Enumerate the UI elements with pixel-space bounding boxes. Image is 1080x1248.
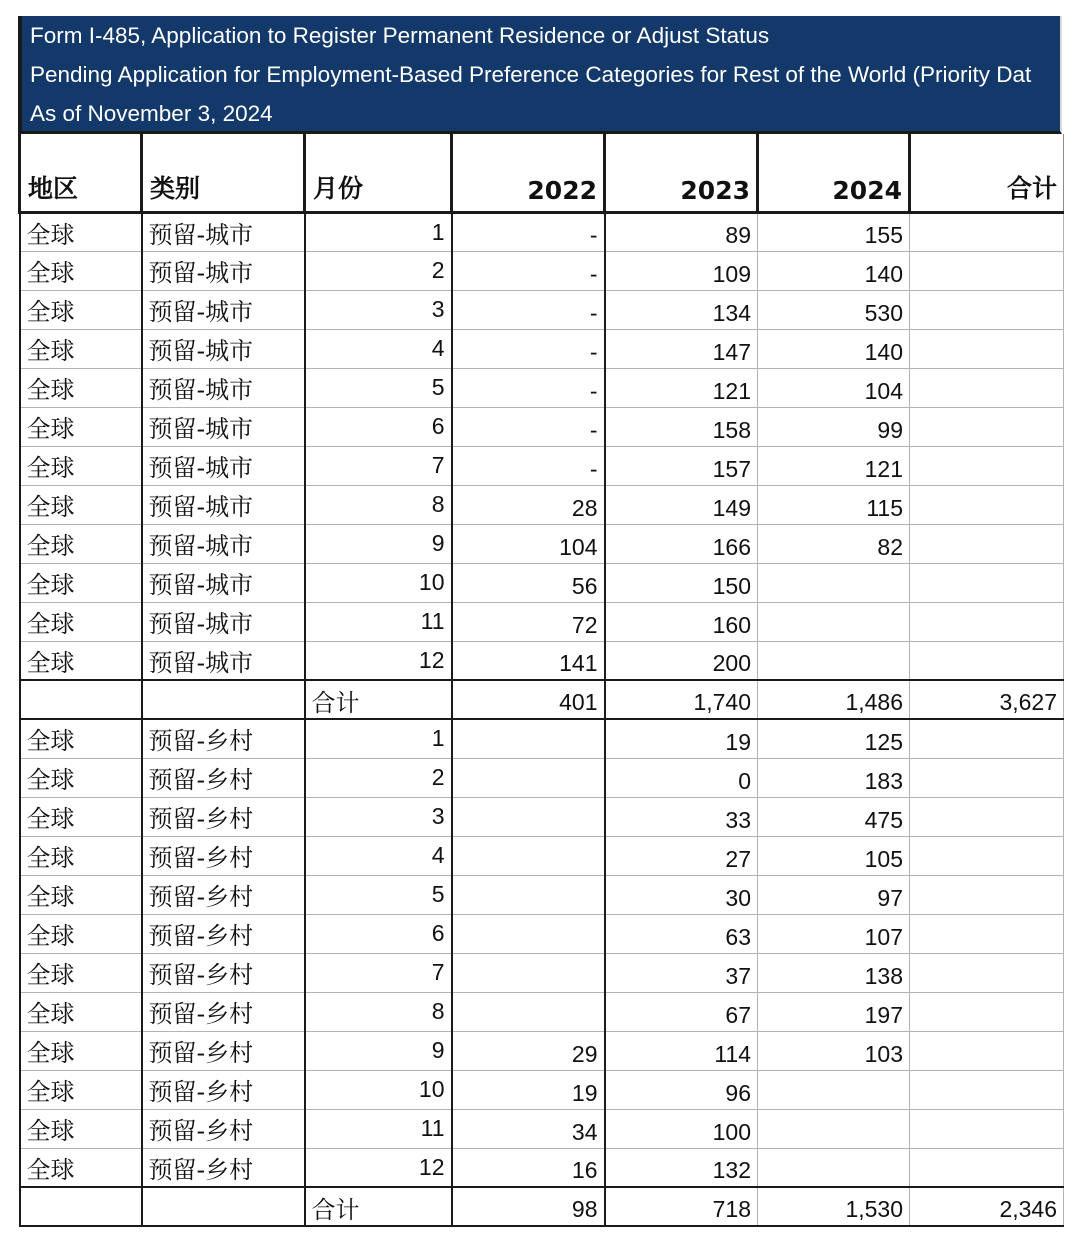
month-cell[interactable]: 2 [305, 758, 452, 797]
value-2023-cell[interactable]: 200 [605, 641, 758, 680]
category-cell[interactable]: 预留-城市 [142, 524, 305, 563]
value-2024-cell[interactable]: 103 [758, 1031, 910, 1070]
month-cell[interactable]: 6 [305, 914, 452, 953]
month-cell[interactable]: 12 [305, 641, 452, 680]
report-subtitle: Pending Application for Employment-Based Preference Categories for Rest of the World (Priority Dat [30, 62, 1032, 87]
category-cell[interactable] [142, 680, 305, 719]
category-cell[interactable]: 预留-城市 [142, 485, 305, 524]
category-cell[interactable]: 预留-城市 [142, 446, 305, 485]
total-cell[interactable] [910, 251, 1064, 290]
col-header-total[interactable]: 合计 [910, 134, 1064, 212]
category-cell[interactable]: 预留-乡村 [142, 797, 305, 836]
value-2024-cell[interactable] [758, 563, 910, 602]
value-2022-cell[interactable]: - [452, 329, 605, 368]
month-cell[interactable]: 11 [305, 602, 452, 641]
value-2023-cell[interactable]: 1,740 [605, 680, 758, 719]
value-2024-cell[interactable]: 140 [758, 251, 910, 290]
value-2023-cell[interactable]: 121 [605, 368, 758, 407]
month-cell[interactable]: 1 [305, 212, 452, 251]
value-2024-cell[interactable]: 155 [758, 212, 910, 251]
month-cell[interactable]: 合计 [305, 680, 452, 719]
table-row [20, 329, 1064, 368]
value-2024-cell[interactable]: 1,486 [758, 680, 910, 719]
category-cell[interactable]: 预留-乡村 [142, 836, 305, 875]
region-cell[interactable]: 全球 [20, 641, 142, 680]
total-cell[interactable] [910, 758, 1064, 797]
value-2023-cell[interactable]: 149 [605, 485, 758, 524]
region-cell[interactable]: 全球 [20, 407, 142, 446]
total-cell[interactable] [910, 719, 1064, 758]
month-cell[interactable]: 11 [305, 1109, 452, 1148]
subtotal-row [20, 1187, 1064, 1226]
total-cell[interactable] [910, 524, 1064, 563]
region-cell[interactable]: 全球 [20, 212, 142, 251]
value-2024-cell[interactable]: 1,530 [758, 1187, 910, 1226]
total-cell[interactable] [910, 563, 1064, 602]
category-cell[interactable]: 预留-乡村 [142, 758, 305, 797]
value-2022-cell[interactable]: - [452, 407, 605, 446]
total-cell[interactable]: 3,627 [910, 680, 1064, 719]
month-cell[interactable]: 5 [305, 368, 452, 407]
region-cell[interactable]: 全球 [20, 563, 142, 602]
total-cell[interactable] [910, 407, 1064, 446]
value-2022-cell[interactable]: 98 [452, 1187, 605, 1226]
col-header-month[interactable]: 月份 [305, 134, 452, 212]
total-cell[interactable] [910, 212, 1064, 251]
category-cell[interactable]: 预留-乡村 [142, 1109, 305, 1148]
month-cell[interactable]: 4 [305, 329, 452, 368]
value-2023-cell[interactable]: 150 [605, 563, 758, 602]
value-2022-cell[interactable] [452, 992, 605, 1031]
table-row [20, 524, 1064, 563]
value-2022-cell[interactable]: - [452, 290, 605, 329]
value-2022-cell[interactable]: 72 [452, 602, 605, 641]
region-cell[interactable]: 全球 [20, 1109, 142, 1148]
value-2024-cell[interactable]: 183 [758, 758, 910, 797]
report-date: As of November 3, 2024 [30, 101, 273, 126]
table-row [20, 836, 1064, 875]
value-2022-cell[interactable] [452, 719, 605, 758]
value-2024-cell[interactable]: 121 [758, 446, 910, 485]
total-cell[interactable] [910, 641, 1064, 680]
value-2024-cell[interactable]: 530 [758, 290, 910, 329]
value-2023-cell[interactable]: 96 [605, 1070, 758, 1109]
table-row [20, 641, 1064, 680]
value-2024-cell[interactable] [758, 1148, 910, 1187]
table-row [20, 368, 1064, 407]
value-2023-cell[interactable]: 114 [605, 1031, 758, 1070]
value-2023-cell[interactable]: 166 [605, 524, 758, 563]
value-2023-cell[interactable]: 27 [605, 836, 758, 875]
month-cell[interactable]: 9 [305, 1031, 452, 1070]
value-2022-cell[interactable]: - [452, 368, 605, 407]
value-2022-cell[interactable]: 401 [452, 680, 605, 719]
column-header-row [20, 134, 1064, 212]
category-cell[interactable]: 预留-城市 [142, 602, 305, 641]
total-cell[interactable] [910, 914, 1064, 953]
region-cell[interactable] [20, 1187, 142, 1226]
value-2024-cell[interactable]: 138 [758, 953, 910, 992]
category-cell[interactable]: 预留-城市 [142, 251, 305, 290]
region-cell[interactable]: 全球 [20, 992, 142, 1031]
value-2024-cell[interactable] [758, 1109, 910, 1148]
region-cell[interactable]: 全球 [20, 875, 142, 914]
total-cell[interactable] [910, 485, 1064, 524]
region-cell[interactable]: 全球 [20, 251, 142, 290]
value-2023-cell[interactable]: 100 [605, 1109, 758, 1148]
total-cell[interactable] [910, 1070, 1064, 1109]
region-cell[interactable]: 全球 [20, 1148, 142, 1187]
month-cell[interactable]: 7 [305, 953, 452, 992]
value-2023-cell[interactable]: 30 [605, 875, 758, 914]
value-2023-cell[interactable]: 63 [605, 914, 758, 953]
value-2023-cell[interactable]: 157 [605, 446, 758, 485]
total-cell[interactable] [910, 836, 1064, 875]
month-cell[interactable]: 9 [305, 524, 452, 563]
table-row [20, 407, 1064, 446]
category-cell[interactable]: 预留-城市 [142, 212, 305, 251]
region-cell[interactable]: 全球 [20, 719, 142, 758]
value-2022-cell[interactable] [452, 914, 605, 953]
value-2024-cell[interactable]: 107 [758, 914, 910, 953]
value-2023-cell[interactable]: 147 [605, 329, 758, 368]
value-2024-cell[interactable]: 115 [758, 485, 910, 524]
region-cell[interactable]: 全球 [20, 524, 142, 563]
value-2022-cell[interactable]: 104 [452, 524, 605, 563]
value-2023-cell[interactable]: 89 [605, 212, 758, 251]
value-2022-cell[interactable]: 29 [452, 1031, 605, 1070]
table-row [20, 212, 1064, 251]
category-cell[interactable]: 预留-乡村 [142, 719, 305, 758]
category-cell[interactable] [142, 1187, 305, 1226]
total-cell[interactable] [910, 329, 1064, 368]
table-row [20, 758, 1064, 797]
col-header-category[interactable]: 类别 [142, 134, 305, 212]
value-2022-cell[interactable]: - [452, 212, 605, 251]
value-2023-cell[interactable]: 109 [605, 251, 758, 290]
value-2024-cell[interactable]: 197 [758, 992, 910, 1031]
value-2022-cell[interactable] [452, 875, 605, 914]
value-2024-cell[interactable] [758, 641, 910, 680]
col-header-region[interactable]: 地区 [20, 134, 142, 212]
region-cell[interactable]: 全球 [20, 1070, 142, 1109]
month-cell[interactable]: 3 [305, 290, 452, 329]
value-2023-cell[interactable]: 0 [605, 758, 758, 797]
value-2022-cell[interactable]: 28 [452, 485, 605, 524]
value-2023-cell[interactable]: 33 [605, 797, 758, 836]
category-cell[interactable]: 预留-乡村 [142, 914, 305, 953]
region-cell[interactable]: 全球 [20, 953, 142, 992]
category-cell[interactable]: 预留-城市 [142, 407, 305, 446]
region-cell[interactable]: 全球 [20, 836, 142, 875]
total-cell[interactable] [910, 875, 1064, 914]
table-row [20, 1031, 1064, 1070]
total-cell[interactable] [910, 368, 1064, 407]
month-cell[interactable]: 4 [305, 836, 452, 875]
value-2023-cell[interactable]: 160 [605, 602, 758, 641]
value-2022-cell[interactable]: - [452, 251, 605, 290]
table-row [20, 953, 1064, 992]
category-cell[interactable]: 预留-乡村 [142, 875, 305, 914]
value-2023-cell[interactable]: 158 [605, 407, 758, 446]
month-cell[interactable]: 10 [305, 1070, 452, 1109]
total-cell[interactable] [910, 992, 1064, 1031]
total-cell[interactable] [910, 1109, 1064, 1148]
table-row [20, 797, 1064, 836]
table-row [20, 563, 1064, 602]
table-row [20, 992, 1064, 1031]
table-body [20, 212, 1064, 1226]
region-cell[interactable]: 全球 [20, 290, 142, 329]
value-2022-cell[interactable]: 19 [452, 1070, 605, 1109]
col-header-2023[interactable]: 2023 [605, 134, 758, 212]
month-cell[interactable]: 12 [305, 1148, 452, 1187]
value-2023-cell[interactable]: 134 [605, 290, 758, 329]
table-row [20, 485, 1064, 524]
total-cell[interactable] [910, 446, 1064, 485]
table-row [20, 1070, 1064, 1109]
total-cell[interactable]: 2,346 [910, 1187, 1064, 1226]
month-cell[interactable]: 2 [305, 251, 452, 290]
data-table [18, 134, 1064, 1227]
category-cell[interactable]: 预留-城市 [142, 290, 305, 329]
value-2023-cell[interactable]: 718 [605, 1187, 758, 1226]
col-header-2022[interactable]: 2022 [452, 134, 605, 212]
month-cell[interactable]: 1 [305, 719, 452, 758]
table-row [20, 1109, 1064, 1148]
value-2022-cell[interactable]: 141 [452, 641, 605, 680]
table-row [20, 914, 1064, 953]
table-row [20, 446, 1064, 485]
total-cell[interactable] [910, 1148, 1064, 1187]
month-cell[interactable]: 5 [305, 875, 452, 914]
table-row [20, 719, 1064, 758]
value-2023-cell[interactable]: 132 [605, 1148, 758, 1187]
spreadsheet [18, 16, 1062, 1227]
region-cell[interactable]: 全球 [20, 368, 142, 407]
month-cell[interactable]: 合计 [305, 1187, 452, 1226]
value-2023-cell[interactable]: 37 [605, 953, 758, 992]
table-row [20, 290, 1064, 329]
subtotal-row [20, 680, 1064, 719]
value-2024-cell[interactable]: 82 [758, 524, 910, 563]
value-2022-cell[interactable]: 16 [452, 1148, 605, 1187]
month-cell[interactable]: 10 [305, 563, 452, 602]
value-2023-cell[interactable]: 19 [605, 719, 758, 758]
value-2022-cell[interactable]: - [452, 446, 605, 485]
category-cell[interactable]: 预留-乡村 [142, 992, 305, 1031]
total-cell[interactable] [910, 953, 1064, 992]
region-cell[interactable]: 全球 [20, 797, 142, 836]
category-cell[interactable]: 预留-乡村 [142, 1148, 305, 1187]
table-row [20, 251, 1064, 290]
month-cell[interactable]: 8 [305, 992, 452, 1031]
category-cell[interactable]: 预留-乡村 [142, 1070, 305, 1109]
report-header [18, 16, 1062, 134]
value-2024-cell[interactable]: 99 [758, 407, 910, 446]
region-cell[interactable]: 全球 [20, 1031, 142, 1070]
value-2022-cell[interactable] [452, 836, 605, 875]
category-cell[interactable]: 预留-乡村 [142, 953, 305, 992]
table-row [20, 1148, 1064, 1187]
total-cell[interactable] [910, 797, 1064, 836]
total-cell[interactable] [910, 1031, 1064, 1070]
region-cell[interactable]: 全球 [20, 914, 142, 953]
value-2024-cell[interactable] [758, 1070, 910, 1109]
value-2024-cell[interactable] [758, 602, 910, 641]
category-cell[interactable]: 预留-城市 [142, 329, 305, 368]
total-cell[interactable] [910, 602, 1064, 641]
category-cell[interactable]: 预留-城市 [142, 641, 305, 680]
value-2024-cell[interactable]: 125 [758, 719, 910, 758]
total-cell[interactable] [910, 290, 1064, 329]
region-cell[interactable]: 全球 [20, 329, 142, 368]
table-row [20, 602, 1064, 641]
month-cell[interactable]: 8 [305, 485, 452, 524]
value-2022-cell[interactable] [452, 758, 605, 797]
value-2024-cell[interactable]: 104 [758, 368, 910, 407]
table-row [20, 875, 1064, 914]
value-2022-cell[interactable]: 34 [452, 1109, 605, 1148]
value-2024-cell[interactable]: 97 [758, 875, 910, 914]
region-cell[interactable]: 全球 [20, 485, 142, 524]
value-2024-cell[interactable]: 475 [758, 797, 910, 836]
month-cell[interactable]: 7 [305, 446, 452, 485]
category-cell[interactable]: 预留-城市 [142, 563, 305, 602]
category-cell[interactable]: 预留-乡村 [142, 1031, 305, 1070]
value-2022-cell[interactable]: 56 [452, 563, 605, 602]
region-cell[interactable]: 全球 [20, 446, 142, 485]
category-cell[interactable]: 预留-城市 [142, 368, 305, 407]
value-2022-cell[interactable] [452, 953, 605, 992]
value-2024-cell[interactable]: 140 [758, 329, 910, 368]
month-cell[interactable]: 6 [305, 407, 452, 446]
month-cell[interactable]: 3 [305, 797, 452, 836]
region-cell[interactable]: 全球 [20, 602, 142, 641]
region-cell[interactable] [20, 680, 142, 719]
report-title: Form I-485, Application to Register Permanent Residence or Adjust Status [30, 23, 770, 48]
value-2023-cell[interactable]: 67 [605, 992, 758, 1031]
col-header-2024[interactable]: 2024 [758, 134, 910, 212]
value-2024-cell[interactable]: 105 [758, 836, 910, 875]
region-cell[interactable]: 全球 [20, 758, 142, 797]
value-2022-cell[interactable] [452, 797, 605, 836]
